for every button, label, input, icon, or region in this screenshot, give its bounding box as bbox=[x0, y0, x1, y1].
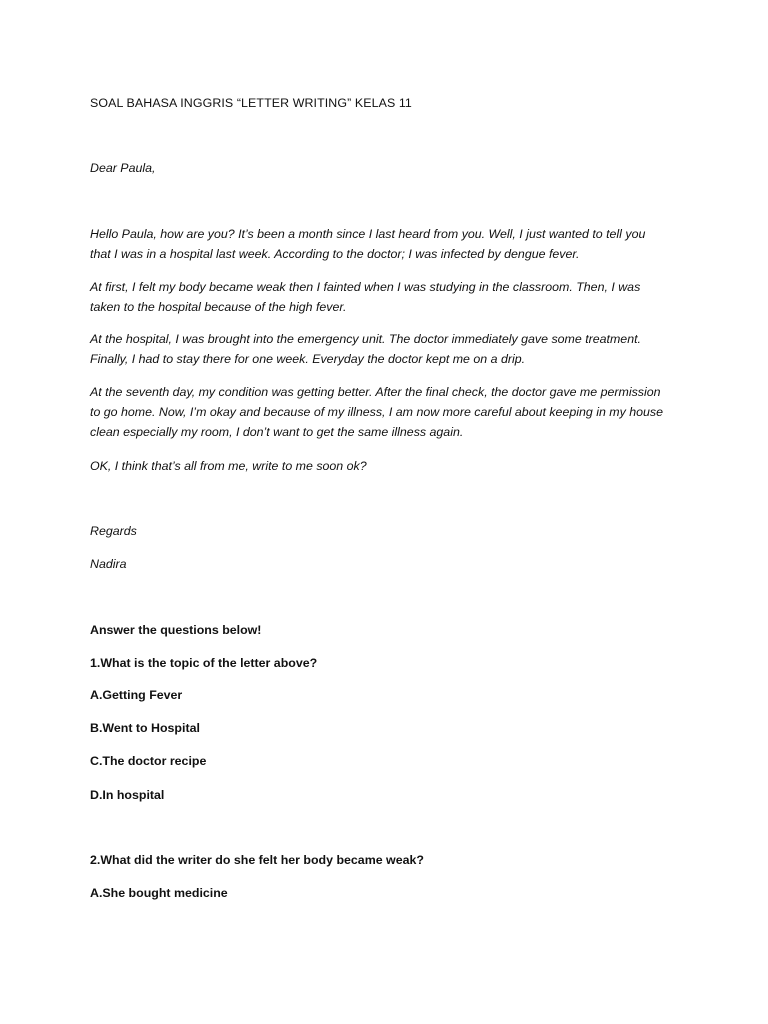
question-1-option-a: A.Getting Fever bbox=[90, 688, 183, 702]
paragraph-line: to go home. Now, I’m okay and because of my illness, I am now more careful about keeping in my house bbox=[90, 405, 664, 419]
paragraph-line: At the seventh day, my condition was getting better. After the final check, the doctor gave me permission bbox=[90, 385, 661, 399]
paragraph-line: taken to the hospital because of the high fever. bbox=[90, 300, 347, 314]
letter-paragraph-5: OK, I think that’s all from me, write to me soon ok? bbox=[90, 459, 367, 473]
paragraph-line: At the hospital, I was brought into the emergency unit. The doctor immediately gave some treatment. bbox=[90, 332, 641, 346]
letter-paragraph-4 bbox=[90, 382, 690, 442]
paragraph-line: that I was in a hospital last week. According to the doctor; I was infected by dengue fever. bbox=[90, 247, 580, 261]
paragraph-line: At first, I felt my body became weak then I fainted when I was studying in the classroom. Then, I was bbox=[90, 280, 641, 294]
letter-closing: Regards bbox=[90, 524, 137, 538]
question-2: 2.What did the writer do she felt her body became weak? bbox=[90, 853, 424, 867]
document-title: SOAL BAHASA INGGRIS “LETTER WRITING” KELAS 11 bbox=[90, 96, 412, 110]
letter-greeting: Dear Paula, bbox=[90, 161, 156, 175]
question-1-option-b: B.Went to Hospital bbox=[90, 721, 200, 735]
letter-paragraph-2 bbox=[90, 277, 690, 317]
questions-instruction: Answer the questions below! bbox=[90, 623, 262, 637]
question-1-option-c: C.The doctor recipe bbox=[90, 754, 207, 768]
question-1: 1.What is the topic of the letter above? bbox=[90, 656, 318, 670]
paragraph-line: Hello Paula, how are you? It’s been a month since I last heard from you. Well, I just wanted to tell you bbox=[90, 227, 646, 241]
question-1-option-d: D.In hospital bbox=[90, 788, 165, 802]
paragraph-line: Finally, I had to stay there for one week. Everyday the doctor kept me on a drip. bbox=[90, 352, 526, 366]
letter-paragraph-1 bbox=[90, 224, 690, 264]
question-2-option-a: A.She bought medicine bbox=[90, 886, 228, 900]
letter-signature: Nadira bbox=[90, 557, 127, 571]
paragraph-line: clean especially my room, I don’t want to get the same illness again. bbox=[90, 425, 464, 439]
letter-paragraph-3 bbox=[90, 329, 690, 369]
